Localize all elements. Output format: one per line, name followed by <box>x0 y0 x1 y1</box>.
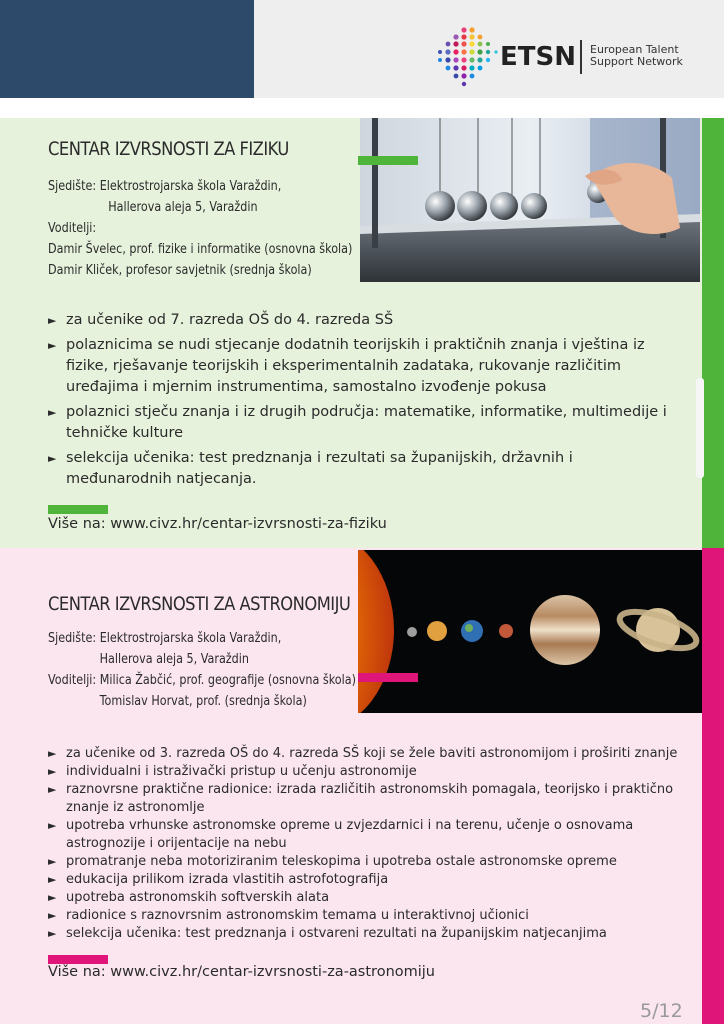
physics-photo-accent-bar <box>358 156 418 165</box>
physics-seat-line1: Elektrostrojarska škola Varaždin, <box>99 179 282 194</box>
list-item: ► selekcija učenika: test predznanja i rezultati sa županijskih, državnih i međunarodnih natjecanja. <box>48 450 573 487</box>
bullet-arrow-icon: ► <box>48 873 57 886</box>
astronomy-leaders-row <box>48 670 356 691</box>
astronomy-seat-row <box>48 628 356 649</box>
physics-seat-line2: Hallerova aleja 5, Varaždin <box>108 200 258 215</box>
list-item: ► upotreba vrhunske astronomske opreme u zvjezdarnici i na terenu, učenje o osnovama astrognozije i orijentacije na nebu <box>48 818 634 851</box>
list-item: ► raznovrsne praktične radionice: izrada različitih astronomskih pomagala, teorijsko i praktično znanje iz astronomlje <box>48 782 674 815</box>
bullet-arrow-icon: ► <box>48 855 57 868</box>
logo-subtitle-line2: Support Network <box>590 55 683 68</box>
list-item: ► za učenike od 3. razreda OŠ do 4. razreda SŠ koji se žele baviti astronomijom i proširiti znanje <box>48 746 678 761</box>
astronomy-photo-accent-bar <box>358 673 418 682</box>
astronomy-photo <box>358 550 702 713</box>
list-item: ► promatranje neba motoriziranim teleskopima i upotreba ostale astronomske opreme <box>48 854 617 869</box>
list-item: ► polaznici stječu znanja i iz drugih područja: matematike, informatike, multimedije i tehničke kulture <box>48 404 667 441</box>
list-item: ► individualni i istraživački pristup u učenju astronomije <box>48 764 417 779</box>
astronomy-seat-line2: Hallerova aleja 5, Varaždin <box>99 652 249 667</box>
bullet-arrow-icon: ► <box>48 747 57 760</box>
astronomy-more-accent-bar <box>48 955 108 964</box>
bullet-arrow-icon: ► <box>48 406 57 419</box>
physics-side-accent <box>702 118 724 548</box>
bullet-arrow-icon: ► <box>48 909 57 922</box>
etsn-dots-icon <box>434 24 502 88</box>
astronomy-title: CENTAR IZVRSNOSTI ZA ASTRONOMIJU <box>48 593 351 615</box>
physics-info <box>48 176 352 281</box>
astronomy-seat-line1: Elektrostrojarska škola Varaždin, <box>99 631 282 646</box>
physics-seat-label: Sjedište: <box>48 179 97 194</box>
bullet-arrow-icon: ► <box>48 314 57 327</box>
astronomy-side-accent <box>702 548 724 1024</box>
astronomy-bullet-list <box>48 745 688 943</box>
newtons-cradle-icon <box>360 118 700 282</box>
logo-subtitle <box>590 44 683 68</box>
solar-system-icon <box>358 550 702 713</box>
physics-seat-row <box>48 176 352 197</box>
astronomy-info <box>48 628 356 712</box>
bullet-arrow-icon: ► <box>48 783 57 796</box>
logo-subtitle-line1: European Talent <box>590 43 679 56</box>
bullet-arrow-icon: ► <box>48 891 57 904</box>
list-item: ► za učenike od 7. razreda OŠ do 4. razreda SŠ <box>48 310 683 331</box>
physics-title: CENTAR IZVRSNOSTI ZA FIZIKU <box>48 138 289 160</box>
list-item: ► selekcija učenika: test predznanja i ostvareni rezultati na županijskim natjecanjima <box>48 926 607 941</box>
bullet-arrow-icon: ► <box>48 927 57 940</box>
page-number: 5/12 <box>640 1000 683 1022</box>
logo-divider <box>580 40 582 74</box>
bullet-arrow-icon: ► <box>48 339 57 352</box>
scroll-edge <box>696 378 704 478</box>
physics-leader2: Damir Kliček, profesor savjetnik (srednja škola) <box>48 263 312 278</box>
list-item: ► edukacija prilikom izrada vlastitih astrofotografija <box>48 872 389 887</box>
list-item: ► radionice s raznovrsnim astronomskim temama u interaktivnoj učionici <box>48 908 529 923</box>
astronomy-seat-label: Sjedište: <box>48 631 97 646</box>
physics-more-link[interactable]: Više na: www.civz.hr/centar-izvrsnosti-za-fiziku <box>48 516 387 532</box>
etsn-logo <box>434 24 694 88</box>
logo-wordmark: ETSN <box>500 42 576 72</box>
astronomy-more-link[interactable]: Više na: www.civz.hr/centar-izvrsnosti-za-astronomiju <box>48 964 435 980</box>
bullet-arrow-icon: ► <box>48 765 57 778</box>
bullet-arrow-icon: ► <box>48 452 57 465</box>
list-item: ► upotreba astronomskih softverskih alata <box>48 890 330 905</box>
physics-bullet-list <box>48 310 683 490</box>
header-navy-block <box>0 0 254 98</box>
bullet-arrow-icon: ► <box>48 819 57 832</box>
physics-leaders-label: Voditelji: <box>48 221 97 236</box>
astronomy-leader2: Tomislav Horvat, prof. (srednja škola) <box>99 694 307 709</box>
astronomy-leader1: Milica Žabčić, prof. geografije (osnovna škola) <box>99 673 356 688</box>
physics-more-accent-bar <box>48 505 108 514</box>
physics-leader1: Damir Švelec, prof. fizike i informatike (osnovna škola) <box>48 242 353 257</box>
list-item: ► polaznicima se nudi stjecanje dodatnih teorijskih i praktičnih znanja i vještina iz fizike, rješavanje teorijskih i eksperimentalnih zadataka, rukovanje različitim uređajima i mjernim instrumentima, samostalno izvođenje pokusa <box>48 337 645 395</box>
physics-photo <box>360 118 700 282</box>
astronomy-leaders-label: Voditelji: <box>48 673 97 688</box>
